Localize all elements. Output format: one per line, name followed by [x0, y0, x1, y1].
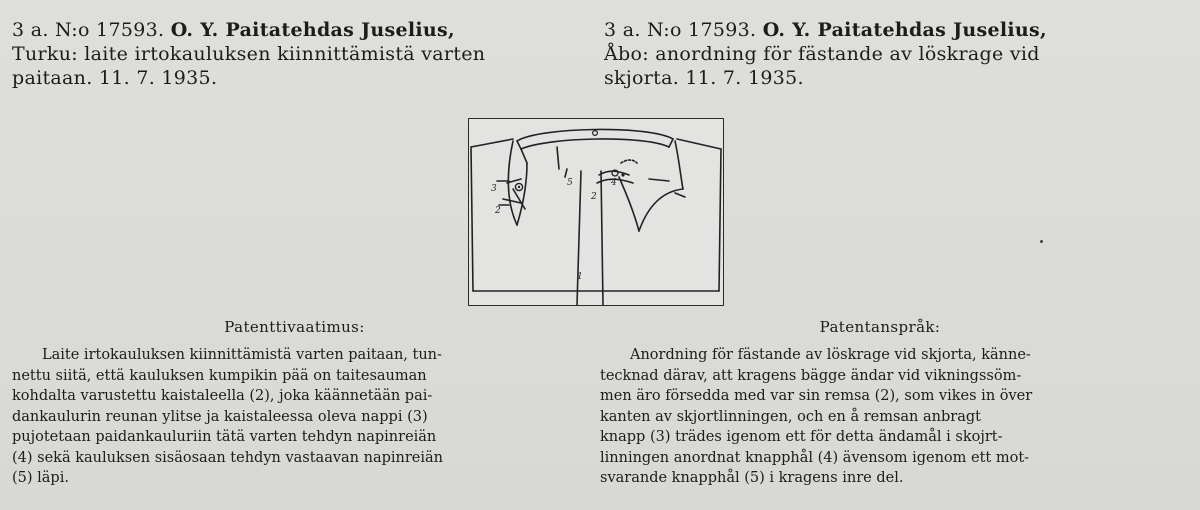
collar-drawing [469, 119, 723, 305]
left-claim-line: Laite irtokauluksen kiinnittämistä varten paitaan, tun- [42, 347, 442, 363]
right-header-company: O. Y. Paitatehdas Juselius, [762, 19, 1047, 41]
collar-button [593, 131, 598, 136]
right-header-line-3: skjorta. 11. 7. 1935. [604, 67, 804, 89]
left-header-line-1 [12, 18, 582, 42]
right-header-line-1 [604, 18, 1164, 42]
figure-label: 2 [495, 206, 501, 216]
right-claim-line: tecknad därav, att kragens bägge ändar vid vikningssöm- [600, 367, 1022, 384]
scan-speck [1040, 240, 1043, 243]
right-header-line-2: Åbo: anordning för fästande av löskrage vid [604, 43, 1040, 65]
figure-label: 5 [567, 178, 573, 188]
collar-figure [468, 118, 724, 306]
right-claim-line: linningen anordnat knapphål (4) ävensom igenom ett mot- [600, 449, 1030, 466]
left-shoulder [471, 139, 513, 147]
right-collar-point [639, 189, 683, 231]
figure-label: 2 [591, 192, 597, 202]
left-header [12, 18, 582, 90]
right-header-number: 3 a. N:o 17593. [604, 19, 763, 41]
left-header-number: 3 a. N:o 17593. [12, 19, 171, 41]
left-claim-line: kohdalta varustettu kaistaleella (2), joka käännetään pai- [12, 388, 433, 404]
right-claim-line: Anordning för fästande av löskrage vid skjorta, känne- [630, 347, 1031, 363]
collar-band-inner [521, 139, 669, 149]
figure-label: 3 [491, 184, 497, 194]
right-header [604, 18, 1164, 90]
right-claim-line: knapp (3) trädes igenom ett för detta ändamål i skojrt- [600, 429, 1003, 445]
figure-label: 1 [577, 272, 583, 282]
right-claim-line: kanten av skjortlinningen, och en å remsan anbragt [600, 408, 981, 425]
placket-left [577, 171, 581, 305]
left-claim-line: nettu siitä, että kauluksen kumpikin pää on taitesauman [12, 367, 427, 384]
right-claim-text [600, 345, 1165, 489]
left-claim-line: (4) sekä kauluksen sisäosaan tehdyn vastaavan napinreiän [12, 449, 444, 466]
placket-right [601, 171, 603, 305]
right-claim-line: men äro försedda med var sin remsa (2), som vikes in över [600, 388, 1033, 404]
left-claim-line: dankaulurin reunan ylitse ja kaistaleessa oleva nappi (3) [12, 408, 428, 425]
left-section-title: Patenttivaatimus: [224, 318, 365, 336]
left-claim-line: (5) läpi. [12, 470, 69, 486]
right-shoulder [677, 139, 721, 149]
right-section-title: Patentanspråk: [819, 318, 941, 336]
right-claim-line: svarande knapphål (5) i kragens inre del. [600, 470, 904, 486]
left-header-line-3: paitaan. 11. 7. 1935. [12, 67, 218, 89]
left-header-company: O. Y. Paitatehdas Juselius, [170, 19, 455, 41]
figure-label: 4 [611, 178, 617, 188]
right-collar-edge [675, 141, 683, 189]
left-header-line-2: Turku: laite irtokauluksen kiinnittämistä varten [12, 43, 486, 65]
left-claim-text [12, 345, 582, 489]
left-claim-line: pujotetaan paidankauluriin tätä varten tehdyn napinreiän [12, 429, 437, 445]
